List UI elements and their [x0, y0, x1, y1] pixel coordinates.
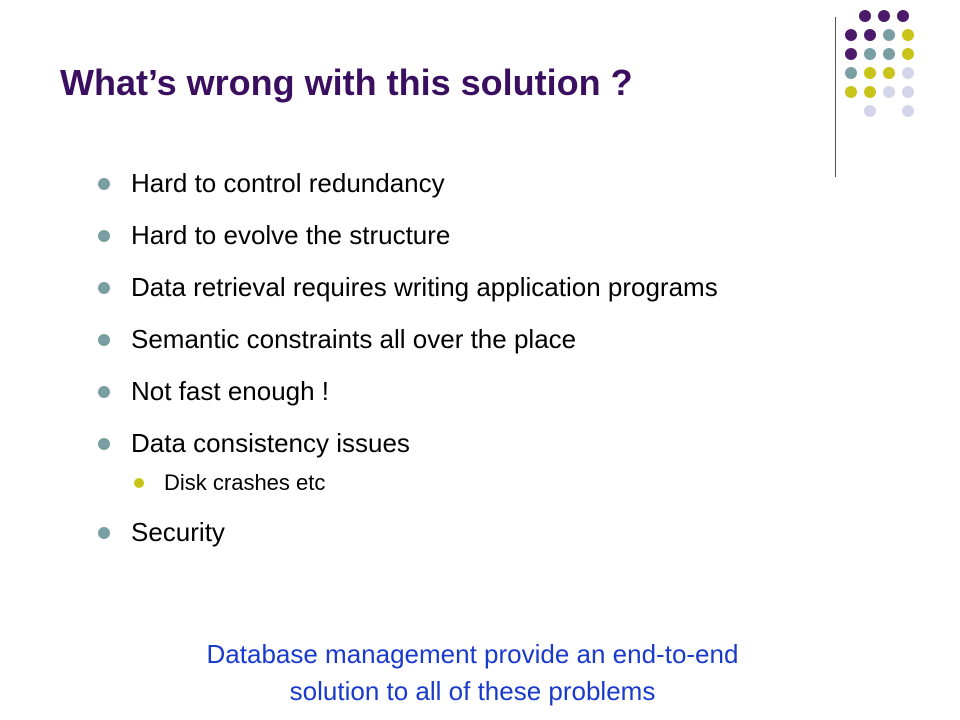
decorative-dot [883, 67, 895, 79]
decorative-dot [859, 10, 871, 22]
bullet-item: Hard to control redundancy [98, 168, 798, 199]
decorative-dot [864, 29, 876, 41]
bullet-list [98, 168, 798, 569]
slide-title: What’s wrong with this solution ? [60, 62, 633, 103]
bullet-item-with-sub [98, 428, 798, 496]
decorative-dot [902, 105, 914, 117]
decorative-dot [864, 48, 876, 60]
decorative-dot [864, 67, 876, 79]
decorative-dot [902, 29, 914, 41]
decorative-dot [864, 105, 876, 117]
decorative-dot [902, 67, 914, 79]
bullet-item: Not fast enough ! [98, 376, 798, 407]
sub-bullet-item: Disk crashes etc [131, 470, 798, 496]
decorative-dot [845, 48, 857, 60]
bullet-item: Hard to evolve the structure [98, 220, 798, 251]
decorative-dot [883, 48, 895, 60]
decorative-dot [864, 86, 876, 98]
decorative-dot [902, 48, 914, 60]
conclusion-line: Database management provide an end-to-end [206, 639, 739, 669]
sub-bullet-list [131, 470, 798, 496]
conclusion-text [0, 636, 945, 710]
decorative-dot-grid [845, 10, 955, 160]
decorative-dot [845, 29, 857, 41]
conclusion-line: solution to all of these problems [289, 676, 656, 706]
decorative-divider [835, 17, 836, 177]
decorative-dot [845, 86, 857, 98]
bullet-item: Security [98, 517, 798, 548]
decorative-dot [902, 86, 914, 98]
decorative-dot [878, 10, 890, 22]
decorative-dot [897, 10, 909, 22]
decorative-dot [883, 29, 895, 41]
decorative-dot [883, 86, 895, 98]
bullet-item: Semantic constraints all over the place [98, 324, 798, 355]
bullet-item: Data retrieval requires writing application programs [98, 272, 798, 303]
bullet-text: Data consistency issues [131, 428, 410, 458]
decorative-dot [845, 67, 857, 79]
